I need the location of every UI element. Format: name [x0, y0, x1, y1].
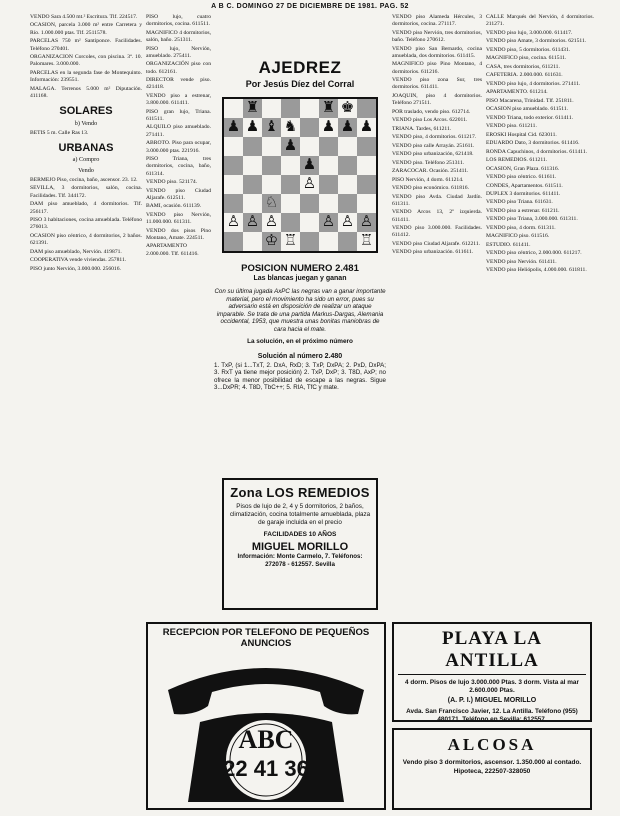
classified-ad: PISO lujo, cuatro dormitorios, cocina. 611511.	[146, 14, 211, 28]
classified-ad: MAGNIFICO 4 dormitorios, salón, baño. 251311.	[146, 29, 211, 44]
chess-piece-icon: ♟	[245, 119, 260, 135]
ad-antilla-name: (A. P. I.) MIGUEL MORILLO	[447, 697, 537, 704]
chess-piece-icon: ♙	[302, 176, 317, 192]
chess-piece-icon: ♜	[245, 100, 260, 116]
chess-piece-icon: ♜	[321, 100, 336, 116]
classified-ad: ALQUILO piso amueblado. 271411.	[146, 124, 211, 138]
classified-ad: VENDO piso. 521174.	[146, 179, 198, 186]
classified-ad: CONDES, Apartamentos. 611511.	[486, 182, 563, 189]
page-header: A B C. DOMINGO 27 DE DICIEMBRE DE 1981. PAG. 52	[211, 3, 409, 10]
classified-ad: VENDO piso Ciudad Aljarafe. 612511.	[146, 187, 211, 201]
chess-square	[300, 194, 319, 213]
classified-ad: SEVILLA, 3 dormitorios, salón, cocina. Facilidades. Tlf. 344172.	[30, 185, 142, 199]
classified-ad: VENDO piso. Teléfono 251311.	[392, 159, 465, 166]
chess-title: AJEDREZ	[258, 58, 342, 77]
chess-square	[357, 175, 376, 194]
chess-description: Con su última jugada AxPC las negras van a ganar importante material, pero el movimiento ha sido un error, pues su adversario está en disposición de realizar un ataque imparable. Se trata de una partida Markus-Dargas, Alemania occidental, 1953, que muestra unas bonitas maniobras de cara hacia el mate.	[214, 288, 386, 333]
chess-piece-icon: ♘	[264, 195, 279, 211]
ad-antilla-info: Avda. San Francisco Javier, 12. La Antilla. Teléfono (955) 480171. Teléfono en Sevilla: 612557.	[406, 708, 578, 723]
classified-ad: PISO Nervión, 4 dorm. 611214.	[392, 176, 464, 183]
classified-ad: VENDO dos pisos Pino Montano, Amate. 224511.	[146, 227, 211, 241]
classified-ad: MAGNIFICO piso Pino Montano, 4 dormitorios. 611216.	[392, 61, 482, 75]
classified-ad: JOAQUIN, piso 4 dormitorios. Teléfono 271511.	[392, 92, 482, 107]
chess-piece-icon: ♝	[264, 119, 279, 135]
classified-ad: MAGNIFICO piso, cocina. 611511.	[486, 55, 567, 62]
classified-ad: DAM piso amueblado, 4 dormitorios. Tlf. 256117.	[30, 201, 142, 215]
classified-ad: VENDO piso Triana, 3.000.000. 611311.	[486, 216, 578, 223]
chess-square	[281, 175, 300, 194]
classified-ad: VENDO piso urbanización. 611611.	[392, 249, 474, 256]
classified-ad: VENDO piso a estrenar. 611211.	[486, 207, 560, 214]
ad-remedios-finance: FACILIDADES 10 AÑOS	[263, 531, 337, 538]
classified-ad: LOS REMEDIOS. 611211.	[486, 157, 548, 164]
classified-ad: BAMI, ocasión. 611139.	[146, 203, 202, 210]
chess-square	[281, 118, 300, 137]
ad-antilla-title: PLAYA LA ANTILLA	[398, 628, 586, 675]
chess-square	[243, 175, 262, 194]
chess-square	[224, 194, 243, 213]
classified-ad: VENDO piso zona Sur, tres dormitorios. 611411.	[392, 77, 482, 91]
chess-piece-icon: ♙	[359, 214, 374, 230]
ad-alcosa-title: ALCOSA	[447, 735, 537, 754]
chess-square	[300, 175, 319, 194]
classified-ad: VENDO piso céntrico, 2.000.000. 611217.	[486, 250, 582, 257]
classified-ad: APARTAMENTO 2.000.000. Tlf. 611416.	[146, 243, 199, 257]
classified-ad: VENDO Triana, todo exterior. 611411.	[486, 114, 574, 121]
classified-ad: PARCELAS 750 m² Santiponce. Facilidades. Teléfono 270401.	[30, 38, 142, 52]
chess-square	[224, 232, 243, 251]
chess-piece-icon: ♔	[264, 233, 279, 249]
chess-square	[300, 156, 319, 175]
chess-square	[243, 156, 262, 175]
classified-ad: VENDO piso céntrico. 611611.	[486, 174, 557, 181]
classified-ad: VENDO piso Nervión, 11.000.000. 611311.	[146, 211, 211, 226]
classified-ad: VENDO piso Avda. Ciudad Jardín. 611311.	[392, 193, 482, 207]
classified-ad: VENDO Arcos 13, 2º izquierda. 611411.	[392, 209, 482, 223]
chess-square	[281, 99, 300, 118]
chess-square	[319, 194, 338, 213]
classified-ad: MAGNIFICO piso. 611516.	[486, 233, 550, 240]
chess-square	[319, 213, 338, 232]
ad-abc-brand: ABC	[238, 725, 294, 754]
classified-ad: PISO junto Nervión, 3.000.000. 256016.	[30, 265, 121, 272]
chess-board	[222, 97, 378, 253]
classified-ad: EDUARDO Dato, 3 dormitorios. 611416.	[486, 140, 580, 147]
chess-next-note: La solución, en el próximo número	[247, 337, 353, 345]
classified-ad: PISO Macarena, Trinidad. Tlf. 251811.	[486, 97, 574, 104]
section-urbanas-title: URBANAS	[58, 142, 114, 155]
chess-square	[281, 194, 300, 213]
chess-square	[338, 194, 357, 213]
classified-ad: VENDO piso económico. 611816.	[392, 185, 470, 192]
chess-square	[319, 99, 338, 118]
chess-piece-icon: ♞	[283, 119, 298, 135]
chess-square	[281, 137, 300, 156]
classified-ad: ORGANIZACION Corcoles, con piscina. 3ª. 10. Palomares. 3.000.000.	[30, 54, 142, 68]
classifieds-column-1	[30, 14, 142, 690]
classified-ad: TRIANA. Tardes, 611211.	[392, 125, 452, 132]
chess-square	[300, 118, 319, 137]
ad-abc-telephone	[146, 622, 386, 810]
section-urbanas-sub: a) Compro	[72, 156, 100, 164]
section-solares-sub: b) Vendo	[74, 119, 98, 127]
chess-square	[357, 232, 376, 251]
classified-ad: BETIS 5 m. Calle Ras 13.	[30, 129, 89, 136]
section-urbanas-sub2: Vendo	[78, 166, 94, 174]
chess-piece-icon: ♙	[340, 214, 355, 230]
classified-ad: VENDO piso Los Arcos. 622011.	[392, 117, 468, 124]
classified-ad: VENDO piso lujo, 3.000.000. 611417.	[486, 29, 573, 36]
classified-ad: VENDO piso calle Arrayán. 251611.	[392, 142, 475, 149]
classified-ad: PISO Triana, tres dormitorios, cocina, baño, 611314.	[146, 156, 211, 177]
chess-square	[243, 194, 262, 213]
ad-remedios-name: MIGUEL MORILLO	[251, 541, 349, 553]
chess-square	[319, 232, 338, 251]
chess-square	[319, 175, 338, 194]
ad-playa-la-antilla	[392, 622, 592, 722]
classified-ad: VENDO piso, 4 dormitorios. 611217.	[392, 134, 477, 141]
chess-square	[262, 99, 281, 118]
chess-piece-icon: ♙	[264, 214, 279, 230]
classified-ad: DIRECTOR vende piso. 421418.	[146, 77, 211, 91]
telephone-icon	[148, 652, 384, 810]
classified-ad: PARCELAS en la segunda fase de Montequinto. Información: 239551.	[30, 69, 142, 84]
section-solares-title: SOLARES	[59, 105, 113, 118]
chess-piece-icon: ♙	[321, 214, 336, 230]
chess-square	[338, 175, 357, 194]
ad-remedios-info: Información: Monte Carmelo, 7. Teléfonos: 272078 - 612557. Sevilla	[237, 553, 363, 568]
chess-square	[300, 213, 319, 232]
classified-ad: VENDO piso Heliópolis, 4.000.000. 611811.	[486, 267, 587, 274]
chess-square	[319, 137, 338, 156]
classified-ad: VENDO piso Amate, 3 dormitorios. 621511.	[486, 38, 587, 45]
classified-ad: VENDO piso 3.000.000. Facilidades. 611412.	[392, 225, 482, 239]
chess-square	[281, 232, 300, 251]
ad-alcosa	[392, 728, 592, 810]
chess-position-subtitle: Las blancas juegan y ganan	[253, 275, 347, 282]
chess-square	[338, 213, 357, 232]
chess-square	[262, 213, 281, 232]
chess-square	[300, 232, 319, 251]
ad-remedios-desc: Pisos de lujo de 2, 4 y 5 dormitorios, 2 baños, climatización, cocina totalmente amueblada, plaza de garaje incluida en el precio	[229, 503, 371, 526]
chess-square	[243, 232, 262, 251]
chess-square	[338, 118, 357, 137]
chess-square	[281, 213, 300, 232]
classified-ad: OCASION piso céntrico, 4 dormitorios, 2 baños. 621391.	[30, 232, 142, 247]
chess-square	[262, 137, 281, 156]
chess-square	[262, 156, 281, 175]
chess-piece-icon: ♟	[302, 157, 317, 173]
chess-author: Por Jesús Díez del Corral	[245, 79, 355, 89]
chess-piece-icon: ♖	[283, 233, 298, 249]
classified-ad: POR traslado, vendo piso. 612714.	[392, 108, 471, 115]
chess-square	[224, 137, 243, 156]
classified-ad: ABROTO. Piso para ocupar, 3.000.000 ptas. 221916.	[146, 140, 211, 154]
classified-ad: BERMEJO Piso, cocina, baño, ascensor. 23. 12.	[30, 176, 138, 183]
classified-ad: VENDO piso Alameda Hércules, 3 dormitorios, cocina. 271117.	[392, 14, 482, 28]
classified-ad: EROSKI Hospital Cid. 623011.	[486, 131, 557, 138]
chess-square	[338, 156, 357, 175]
chess-piece-icon: ♟	[283, 138, 298, 154]
classified-ad: DUPLEX 3 dormitorios. 611411.	[486, 190, 561, 197]
chess-square	[338, 137, 357, 156]
classified-ad: PISO gran lujo, Triana. 611511.	[146, 108, 211, 122]
classified-ad: PISO lujo, Nervión, amueblado. 275411.	[146, 45, 211, 59]
classified-ad: VENDO piso urbanización, 621418.	[392, 151, 474, 158]
chess-square	[224, 99, 243, 118]
classified-ad: ORGANIZACIÓN piso con todo. 612161.	[146, 61, 211, 75]
chess-square	[319, 156, 338, 175]
chess-piece-icon: ♟	[321, 119, 336, 135]
chess-square	[357, 137, 376, 156]
classified-ad: CASA, tres dormitorios, 611211.	[486, 63, 560, 70]
chess-square	[243, 118, 262, 137]
classified-ad: ESTUDIO. 611411.	[486, 241, 531, 248]
classified-ad: CALLE Marqués del Nervión, 4 dormitorios. 211271.	[486, 14, 594, 28]
classified-ad: OCASION, parcela 3.000 m² entre Carretera y Río. 1.000.000 ptas. Tlf. 2511578.	[30, 22, 142, 36]
ad-antilla-desc: 4 dorm. Pisos de lujo 3.000.000 Ptas. 3 dorm. Vista al mar 2.600.000 Ptas.	[405, 679, 579, 694]
chess-piece-icon: ♖	[359, 233, 374, 249]
classified-ad: ZARACOCAR. Ocasión. 251411.	[392, 168, 469, 175]
classified-ad: COOPERATIVA vende viviendas. 257811.	[30, 257, 127, 264]
chess-square	[262, 118, 281, 137]
classified-ad: VENDO piso Nervión. 611411.	[486, 258, 557, 265]
classified-ad: DAM piso amueblado, Nervión. 419871.	[30, 248, 122, 255]
ad-abc-phone: 22 41 36	[223, 756, 309, 781]
chess-square	[319, 118, 338, 137]
ad-abc-headline: RECEPCION POR TELEFONO DE PEQUEÑOS ANUNCIOS	[162, 627, 370, 649]
classified-ad: RONDA Capuchinos, 4 dormitorios. 611411.	[486, 148, 588, 155]
chess-square	[300, 137, 319, 156]
classified-ad: VENDO piso Nervión, tres dormitorios, baño. Teléfono 270612.	[392, 29, 482, 44]
chess-square	[262, 232, 281, 251]
classified-ad: VENDO Sara 4.500 mt.² Escritura. Tlf. 224517.	[30, 14, 138, 20]
chess-square	[338, 99, 357, 118]
classified-ad: VENDO piso, 4 dorm. 611311.	[486, 224, 556, 231]
ad-remedios-title: Zona LOS REMEDIOS	[230, 485, 370, 500]
chess-square	[262, 194, 281, 213]
chess-square	[357, 118, 376, 137]
classified-ad: VENDO piso, 5 dormitorios. 611431.	[486, 46, 571, 53]
chess-square	[357, 194, 376, 213]
classifieds-column-4	[392, 14, 482, 624]
classified-ad: APARTAMENTO. 611214.	[486, 89, 548, 96]
chess-square	[224, 118, 243, 137]
chess-piece-icon: ♙	[226, 214, 241, 230]
classified-ad: VENDO piso San Bernardo, cocina amueblada, dos dormitorios. 611415.	[392, 45, 482, 59]
classified-ad: MALAGA. Terrenos 5.000 m² Diputación. 411168.	[30, 85, 142, 99]
chess-square	[357, 213, 376, 232]
ad-los-remedios	[222, 478, 378, 610]
ad-alcosa-desc: Vendo piso 3 dormitorios, ascensor. 1.350.000 al contado. Hipoteca, 222507-328050	[402, 759, 582, 775]
chess-position-title: POSICION NUMERO 2.481	[241, 263, 359, 274]
classified-ad: OCASION, Gran Plaza. 611316.	[486, 165, 560, 172]
chess-solution: 1. TxP, (si 1...TxT, 2. DxA, RxD; 3. TxP, DxPA; 2. PxD, DxPA; 3. RxT ya tiene mejor posición) 2. TxP, DxP; 3. T8D, AxP; no ofrece la menor posibilidad de escape a las negras. Sigue 3...DxPR; 4. T8D, TbC++; 5. RIA, TfC y mate.	[214, 361, 386, 392]
classified-ad: PISO 3 habitaciones, cocina amueblada. Teléfono 276013.	[30, 217, 142, 231]
classified-ad: VENDO piso a estrenar, 3.800.000. 611411.	[146, 92, 211, 107]
chess-piece-icon: ♟	[340, 119, 355, 135]
chess-piece-icon: ♙	[245, 214, 260, 230]
chess-square	[338, 232, 357, 251]
chess-square	[224, 213, 243, 232]
chess-square	[357, 156, 376, 175]
chess-square	[243, 99, 262, 118]
classifieds-column-2	[146, 14, 211, 624]
classified-ad: VENDO piso. 611211.	[486, 123, 537, 130]
classified-ad: OCASION piso amueblado. 611511.	[486, 106, 569, 113]
chess-solution-title: Solución al número 2.480	[257, 352, 343, 360]
chess-square	[224, 156, 243, 175]
chess-piece-icon: ♟	[226, 119, 241, 135]
chess-square	[243, 213, 262, 232]
classified-ad: VENDO piso lujo, 4 dormitorios. 271411.	[486, 80, 581, 87]
chess-square	[300, 99, 319, 118]
chess-piece-icon: ♟	[359, 119, 374, 135]
chess-square	[243, 137, 262, 156]
chess-piece-icon: ♚	[340, 100, 355, 116]
chess-square	[357, 99, 376, 118]
chess-square	[281, 156, 300, 175]
classified-ad: CAFETERIA. 2.000.000. 611631.	[486, 72, 563, 79]
classified-ad: VENDO piso Ciudad Aljarafe. 612211.	[392, 240, 481, 247]
chess-square	[262, 175, 281, 194]
classified-ad: VENDO piso Triana. 611631.	[486, 199, 553, 206]
chess-square	[224, 175, 243, 194]
